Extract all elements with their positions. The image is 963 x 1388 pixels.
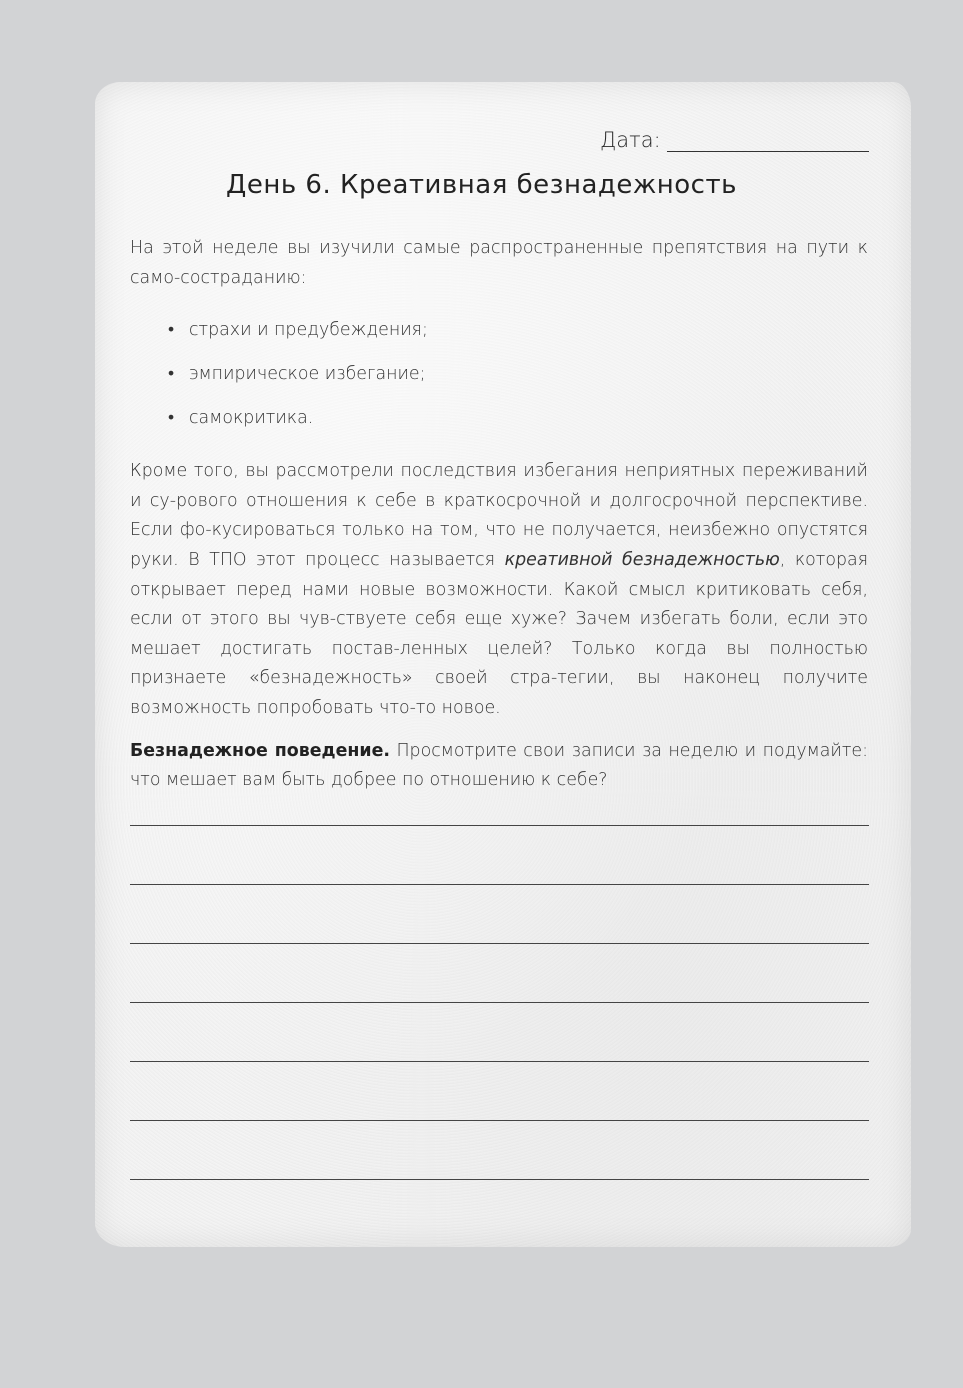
answer-line[interactable] xyxy=(130,1179,869,1238)
exercise-text: Просмотрите свои записи за неделю и подумайте: что мешает вам быть добрее по отношению к себе? xyxy=(130,740,868,791)
list-item-text: эмпирическое избегание; xyxy=(189,364,426,385)
exercise-heading: Безнадежное поведение. xyxy=(130,740,390,761)
list-item xyxy=(168,396,868,440)
answer-line[interactable] xyxy=(130,1120,869,1179)
effects-paragraph xyxy=(130,457,868,723)
answer-line[interactable] xyxy=(130,1061,869,1120)
date-field xyxy=(600,128,869,152)
intro-paragraph: На этой неделе вы изучили самые распространенные препятствия на пути к само-состраданию: xyxy=(130,238,868,288)
list-item xyxy=(168,308,868,352)
effects-term: креативной безнадежностью xyxy=(504,549,780,570)
bullet-icon: • xyxy=(168,364,175,385)
obstacles-list xyxy=(130,308,868,440)
effects-text-start: Кроме того, вы рассмотрели последствия избегания неприятных переживаний и су-рового отношения к себе в краткосрочной и долгосрочной перспективе. Если фо-кусироваться только на том, что не получается, неизбежно опустятся руки. В ТПО этот процесс называется xyxy=(130,461,868,570)
answer-line[interactable] xyxy=(130,825,869,884)
bullet-icon: • xyxy=(168,408,175,429)
list-item xyxy=(168,352,868,396)
list-item-text: страхи и предубеждения; xyxy=(189,320,428,341)
bullet-icon: • xyxy=(168,320,175,341)
date-label: Дата: xyxy=(600,128,661,152)
answer-line[interactable] xyxy=(130,943,869,1002)
list-item-text: самокритика. xyxy=(189,408,314,429)
exercise-prompt xyxy=(130,737,868,796)
date-input-line[interactable] xyxy=(667,131,869,152)
answer-line[interactable] xyxy=(130,1002,869,1061)
answer-line[interactable] xyxy=(130,884,869,943)
page-content xyxy=(130,234,868,796)
effects-text-end: , которая открывает перед нами новые возможности. Какой смысл критиковать себя, если от этого вы чув-ствуете себя еще хуже? Зачем избегать боли, если это мешает достигать постав-ленных целей? Только когда вы полностью признаете «безнадежность» своей стра-тегии, вы наконец получите возможность попробовать что-то новое. xyxy=(130,549,868,718)
answer-lines xyxy=(130,825,869,1238)
page-title: День 6. Креативная безнадежность xyxy=(226,170,737,200)
